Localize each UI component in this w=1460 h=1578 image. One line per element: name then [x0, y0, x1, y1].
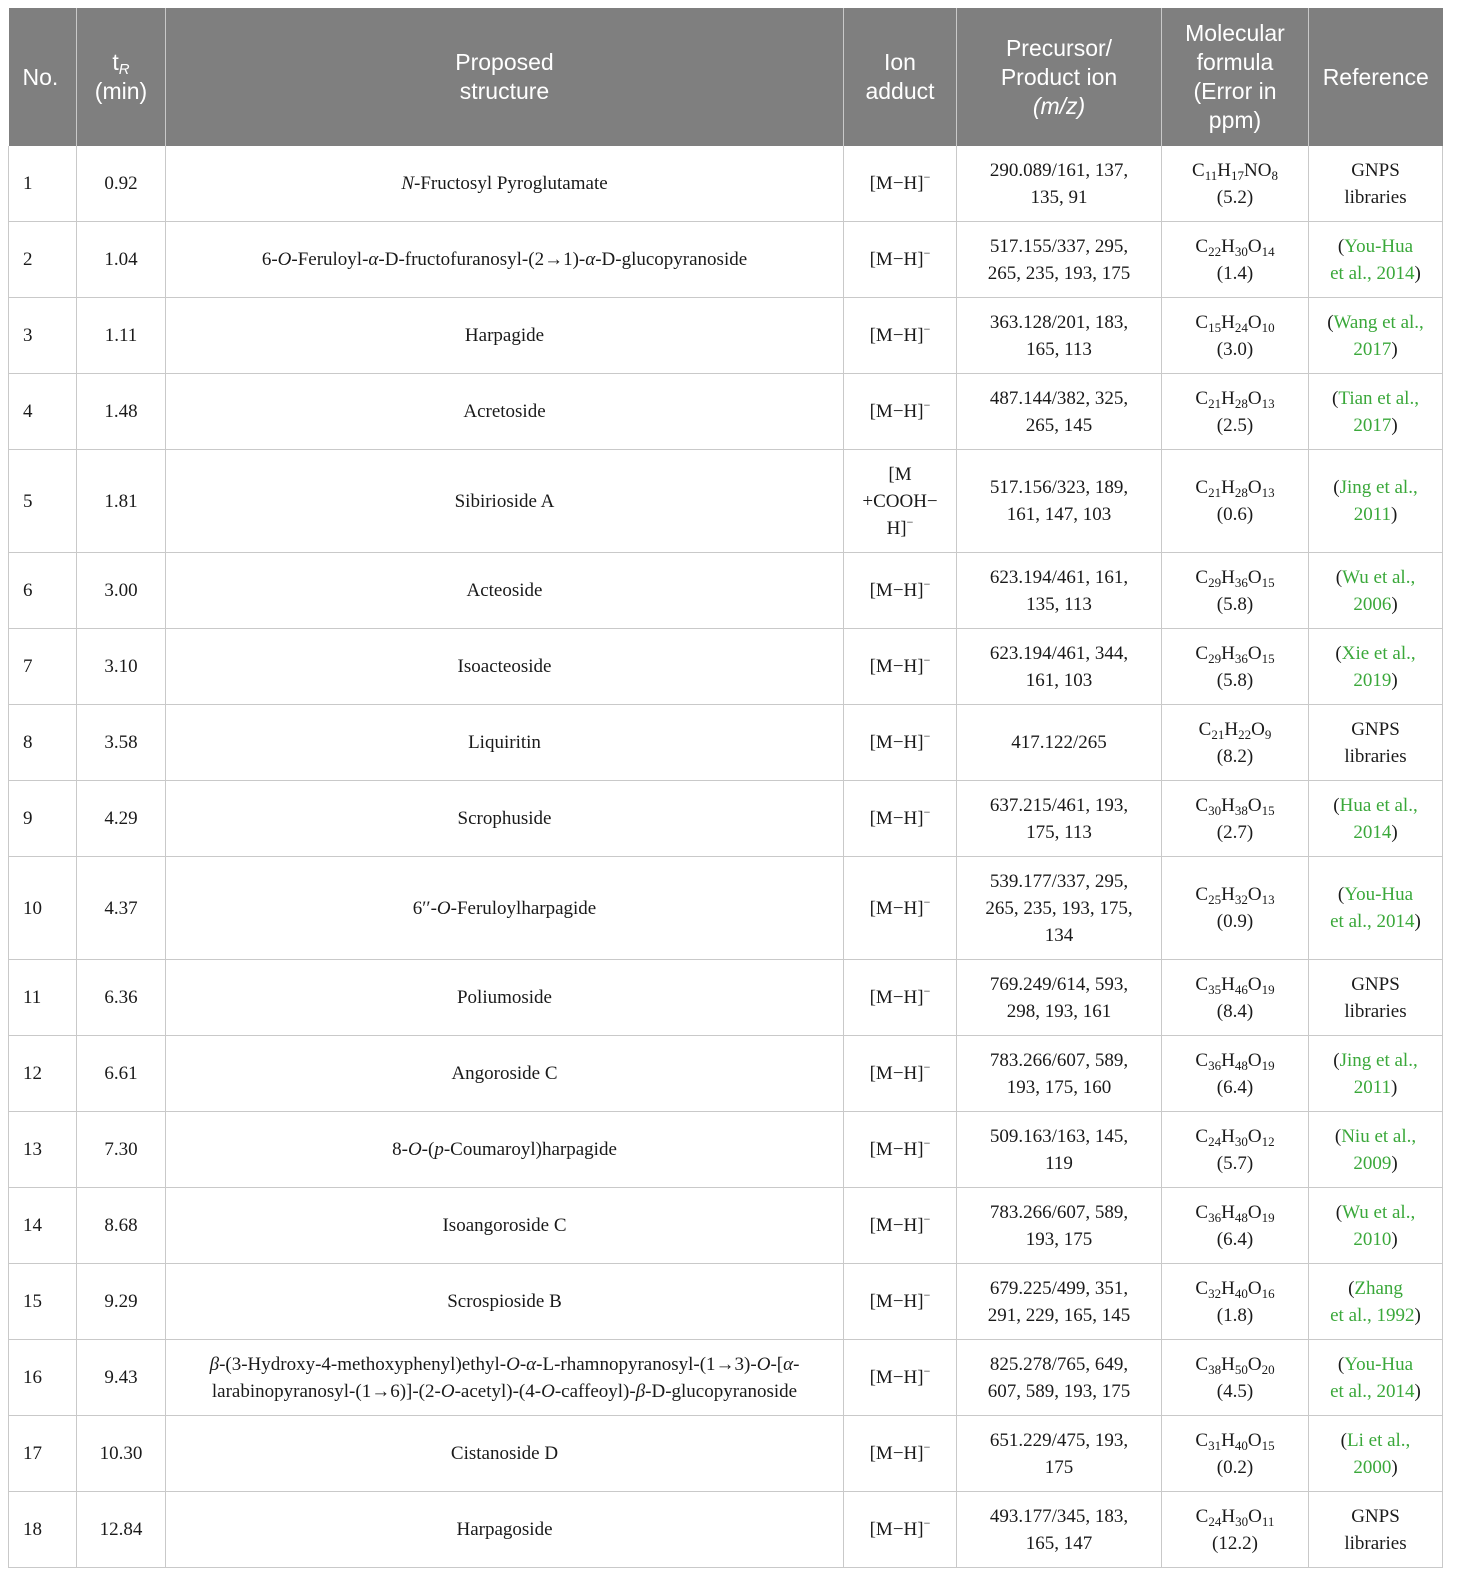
table-row [9, 450, 1443, 553]
reference-link[interactable]: Wang et al., 2017 [1333, 311, 1424, 360]
cell-adduct: [M−H]− [844, 1492, 957, 1568]
cell-retention-time: 9.43 [77, 1340, 166, 1416]
table-row [9, 781, 1443, 857]
reference-link[interactable]: Li et al., 2000 [1347, 1429, 1411, 1478]
cell-adduct: [M−H]− [844, 1112, 957, 1188]
table-row [9, 1036, 1443, 1112]
cell-retention-time: 1.04 [77, 222, 166, 298]
header-structure: Proposed structure [166, 8, 844, 146]
cell-reference: (Xie et al., 2019) [1309, 629, 1443, 705]
cell-no: 6 [9, 553, 77, 629]
reference-link[interactable]: You-Hua et al., 2014 [1330, 235, 1415, 284]
cell-ions: 509.163/163, 145, 119 [957, 1112, 1162, 1188]
cell-structure: Harpagoside [166, 1492, 844, 1568]
cell-formula: $C_{21}H_{22}O_9$ (8.2) [1162, 705, 1309, 781]
cell-ions: 825.278/765, 649, 607, 589, 193, 175 [957, 1340, 1162, 1416]
cell-formula: $C_{24}H_{30}O_{12}$ (5.7) [1162, 1112, 1309, 1188]
cell-reference: (Hua et al., 2014) [1309, 781, 1443, 857]
cell-retention-time: 8.68 [77, 1188, 166, 1264]
cell-retention-time: 3.10 [77, 629, 166, 705]
cell-structure: N-Fructosyl Pyroglutamate [166, 146, 844, 222]
cell-formula: $C_{11}H_{17}NO_8$ (5.2) [1162, 146, 1309, 222]
cell-retention-time: 7.30 [77, 1112, 166, 1188]
cell-structure: Scrophuside [166, 781, 844, 857]
cell-formula: $C_{35}H_{46}O_{19}$ (8.4) [1162, 960, 1309, 1036]
cell-ions: 651.229/475, 193, 175 [957, 1416, 1162, 1492]
table-row [9, 146, 1443, 222]
cell-no: 8 [9, 705, 77, 781]
cell-no: 10 [9, 857, 77, 960]
header-reference: Reference [1309, 8, 1443, 146]
cell-reference: (Wu et al., 2006) [1309, 553, 1443, 629]
cell-no: 17 [9, 1416, 77, 1492]
header-mz: (m/z) [1032, 92, 1086, 119]
cell-retention-time: 12.84 [77, 1492, 166, 1568]
cell-adduct: [M−H]− [844, 222, 957, 298]
cell-ions: 517.155/337, 295, 265, 235, 193, 175 [957, 222, 1162, 298]
cell-formula: $C_{38}H_{50}O_{20}$ (4.5) [1162, 1340, 1309, 1416]
cell-formula: $C_{25}H_{32}O_{13}$ (0.9) [1162, 857, 1309, 960]
cell-ions: 637.215/461, 193, 175, 113 [957, 781, 1162, 857]
table-body [9, 146, 1443, 1568]
cell-no: 4 [9, 374, 77, 450]
reference-link[interactable]: You-Hua et al., 2014 [1330, 884, 1415, 932]
cell-structure: 8-O-(p-Coumaroyl)harpagide [166, 1112, 844, 1188]
cell-formula: $C_{30}H_{38}O_{15}$ (2.7) [1162, 781, 1309, 857]
cell-ions: 769.249/614, 593, 298, 193, 161 [957, 960, 1162, 1036]
cell-reference: (Jing et al., 2011) [1309, 450, 1443, 553]
cell-ions: 783.266/607, 589, 193, 175 [957, 1188, 1162, 1264]
cell-structure: Poliumoside [166, 960, 844, 1036]
cell-retention-time: 10.30 [77, 1416, 166, 1492]
header-retention-time [77, 8, 166, 146]
cell-no: 2 [9, 222, 77, 298]
cell-structure: Liquiritin [166, 705, 844, 781]
header-adduct: Ion adduct [844, 8, 957, 146]
table-row [9, 857, 1443, 960]
table-row [9, 1188, 1443, 1264]
cell-retention-time: 0.92 [77, 146, 166, 222]
cell-structure: Isoangoroside C [166, 1188, 844, 1264]
cell-adduct: [M +COOH− H]− [844, 450, 957, 553]
header-formula: Molecular formula (Error in ppm) [1162, 8, 1309, 146]
table-row [9, 1112, 1443, 1188]
cell-formula: $C_{21}H_{28}O_{13}$ (2.5) [1162, 374, 1309, 450]
cell-formula: $C_{21}H_{28}O_{13}$ (0.6) [1162, 450, 1309, 553]
reference-link[interactable]: Zhang et al., 1992 [1330, 1277, 1415, 1326]
reference-link[interactable]: You-Hua et al., 2014 [1330, 1353, 1415, 1402]
cell-formula: $C_{24}H_{30}O_{11}$ (12.2) [1162, 1492, 1309, 1568]
cell-no: 15 [9, 1264, 77, 1340]
cell-no: 1 [9, 146, 77, 222]
cell-ions: 679.225/499, 351, 291, 229, 165, 145 [957, 1264, 1162, 1340]
table-row [9, 553, 1443, 629]
cell-ions: 417.122/265 [957, 705, 1162, 781]
cell-retention-time: 1.11 [77, 298, 166, 374]
cell-no: 9 [9, 781, 77, 857]
header-precursor: Precursor/ Product ion (m/z) [957, 8, 1162, 146]
cell-ions: 623.194/461, 161, 135, 113 [957, 553, 1162, 629]
cell-structure: 6-O-Feruloyl-α-D-fructofuranosyl-(2→1)-α-D-glucopyranoside [166, 222, 844, 298]
cell-retention-time: 6.61 [77, 1036, 166, 1112]
cell-retention-time: 6.36 [77, 960, 166, 1036]
header-tr-base: t [112, 49, 119, 75]
cell-formula: $C_{32}H_{40}O_{16}$ (1.8) [1162, 1264, 1309, 1340]
compound-table [8, 8, 1443, 1568]
cell-reference: (Wu et al., 2010) [1309, 1188, 1443, 1264]
cell-ions: 783.266/607, 589, 193, 175, 160 [957, 1036, 1162, 1112]
cell-reference: (Niu et al., 2009) [1309, 1112, 1443, 1188]
table-row [9, 1492, 1443, 1568]
header-tr-sub: R [118, 61, 130, 78]
table-row [9, 1264, 1443, 1340]
cell-ions: 539.177/337, 295, 265, 235, 193, 175, 134 [957, 857, 1162, 960]
cell-adduct: [M−H]− [844, 374, 957, 450]
cell-reference: (Zhang et al., 1992) [1309, 1264, 1443, 1340]
cell-ions: 487.144/382, 325, 265, 145 [957, 374, 1162, 450]
cell-retention-time: 1.81 [77, 450, 166, 553]
table-row [9, 960, 1443, 1036]
table-row [9, 374, 1443, 450]
table-row [9, 629, 1443, 705]
cell-structure: 6′′-O-Feruloylharpagide [166, 857, 844, 960]
cell-reference: (Wang et al., 2017) [1309, 298, 1443, 374]
cell-formula: $C_{36}H_{48}O_{19}$ (6.4) [1162, 1036, 1309, 1112]
cell-structure: Acteoside [166, 553, 844, 629]
reference-link[interactable]: Wu et al., 2010 [1342, 1201, 1416, 1250]
table-row [9, 222, 1443, 298]
reference-link[interactable]: Tian et al., 2017 [1338, 387, 1419, 436]
cell-reference: (You-Hua et al., 2014) [1309, 222, 1443, 298]
cell-no: 14 [9, 1188, 77, 1264]
cell-adduct: [M−H]− [844, 1416, 957, 1492]
table-row [9, 1416, 1443, 1492]
cell-adduct: [M−H]− [844, 553, 957, 629]
cell-ions: 290.089/161, 137, 135, 91 [957, 146, 1162, 222]
cell-adduct: [M−H]− [844, 1340, 957, 1416]
cell-no: 16 [9, 1340, 77, 1416]
cell-reference: (You-Hua et al., 2014) [1309, 1340, 1443, 1416]
cell-formula: $C_{29}H_{36}O_{15}$ (5.8) [1162, 629, 1309, 705]
cell-no: 11 [9, 960, 77, 1036]
cell-adduct: [M−H]− [844, 629, 957, 705]
cell-adduct: [M−H]− [844, 1188, 957, 1264]
cell-structure: Isoacteoside [166, 629, 844, 705]
cell-structure: Harpagide [166, 298, 844, 374]
cell-formula: $C_{22}H_{30}O_{14}$ (1.4) [1162, 222, 1309, 298]
cell-adduct: [M−H]− [844, 781, 957, 857]
cell-no: 3 [9, 298, 77, 374]
reference-link[interactable]: Jing et al., 2011 [1339, 1049, 1418, 1098]
cell-formula: $C_{36}H_{48}O_{19}$ (6.4) [1162, 1188, 1309, 1264]
cell-retention-time: 4.37 [77, 857, 166, 960]
table-row [9, 1340, 1443, 1416]
cell-reference: (Tian et al., 2017) [1309, 374, 1443, 450]
cell-retention-time: 1.48 [77, 374, 166, 450]
table-row [9, 705, 1443, 781]
header-no: No. [9, 8, 77, 146]
cell-adduct: [M−H]− [844, 1036, 957, 1112]
cell-retention-time: 3.58 [77, 705, 166, 781]
cell-no: 18 [9, 1492, 77, 1568]
cell-formula: $C_{31}H_{40}O_{15}$ (0.2) [1162, 1416, 1309, 1492]
cell-adduct: [M−H]− [844, 298, 957, 374]
cell-reference: GNPS libraries [1309, 960, 1443, 1036]
cell-adduct: [M−H]− [844, 857, 957, 960]
cell-retention-time: 3.00 [77, 553, 166, 629]
cell-reference: (You-Hua et al., 2014) [1309, 857, 1443, 960]
table-header [9, 8, 1443, 146]
reference-link[interactable]: Niu et al., 2009 [1341, 1125, 1417, 1174]
cell-formula: $C_{15}H_{24}O_{10}$ (3.0) [1162, 298, 1309, 374]
header-tr-unit: (min) [94, 78, 148, 104]
cell-reference: (Jing et al., 2011) [1309, 1036, 1443, 1112]
cell-reference: (Li et al., 2000) [1309, 1416, 1443, 1492]
cell-reference: GNPS libraries [1309, 1492, 1443, 1568]
cell-no: 13 [9, 1112, 77, 1188]
compound-table-container [8, 8, 1442, 1568]
cell-no: 7 [9, 629, 77, 705]
reference-link[interactable]: Jing et al., 2011 [1339, 477, 1418, 525]
cell-structure: Cistanoside D [166, 1416, 844, 1492]
cell-reference: GNPS libraries [1309, 705, 1443, 781]
cell-adduct: [M−H]− [844, 960, 957, 1036]
reference-link[interactable]: Hua et al., 2014 [1339, 794, 1418, 843]
cell-adduct: [M−H]− [844, 1264, 957, 1340]
cell-structure: Sibirioside A [166, 450, 844, 553]
reference-link[interactable]: Wu et al., 2006 [1342, 566, 1416, 615]
cell-no: 12 [9, 1036, 77, 1112]
cell-ions: 363.128/201, 183, 165, 113 [957, 298, 1162, 374]
cell-no: 5 [9, 450, 77, 553]
cell-structure: Angoroside C [166, 1036, 844, 1112]
cell-retention-time: 9.29 [77, 1264, 166, 1340]
table-row [9, 298, 1443, 374]
cell-ions: 623.194/461, 344, 161, 103 [957, 629, 1162, 705]
cell-reference: GNPS libraries [1309, 146, 1443, 222]
cell-ions: 493.177/345, 183, 165, 147 [957, 1492, 1162, 1568]
cell-adduct: [M−H]− [844, 705, 957, 781]
cell-ions: 517.156/323, 189, 161, 147, 103 [957, 450, 1162, 553]
cell-adduct: [M−H]− [844, 146, 957, 222]
cell-retention-time: 4.29 [77, 781, 166, 857]
reference-link[interactable]: Xie et al., 2019 [1341, 642, 1416, 691]
cell-structure: Acretoside [166, 374, 844, 450]
cell-structure: β-(3-Hydroxy-4-methoxyphenyl)ethyl-O-α-L-rhamnopyranosyl-(1→3)-O-[α- larabinopyranosyl-(1→6)]-(2-O-acetyl)-(4-O-caffeoyl)-β-D-glucopyranoside [166, 1340, 844, 1416]
cell-formula: $C_{29}H_{36}O_{15}$ (5.8) [1162, 553, 1309, 629]
cell-structure: Scrospioside B [166, 1264, 844, 1340]
